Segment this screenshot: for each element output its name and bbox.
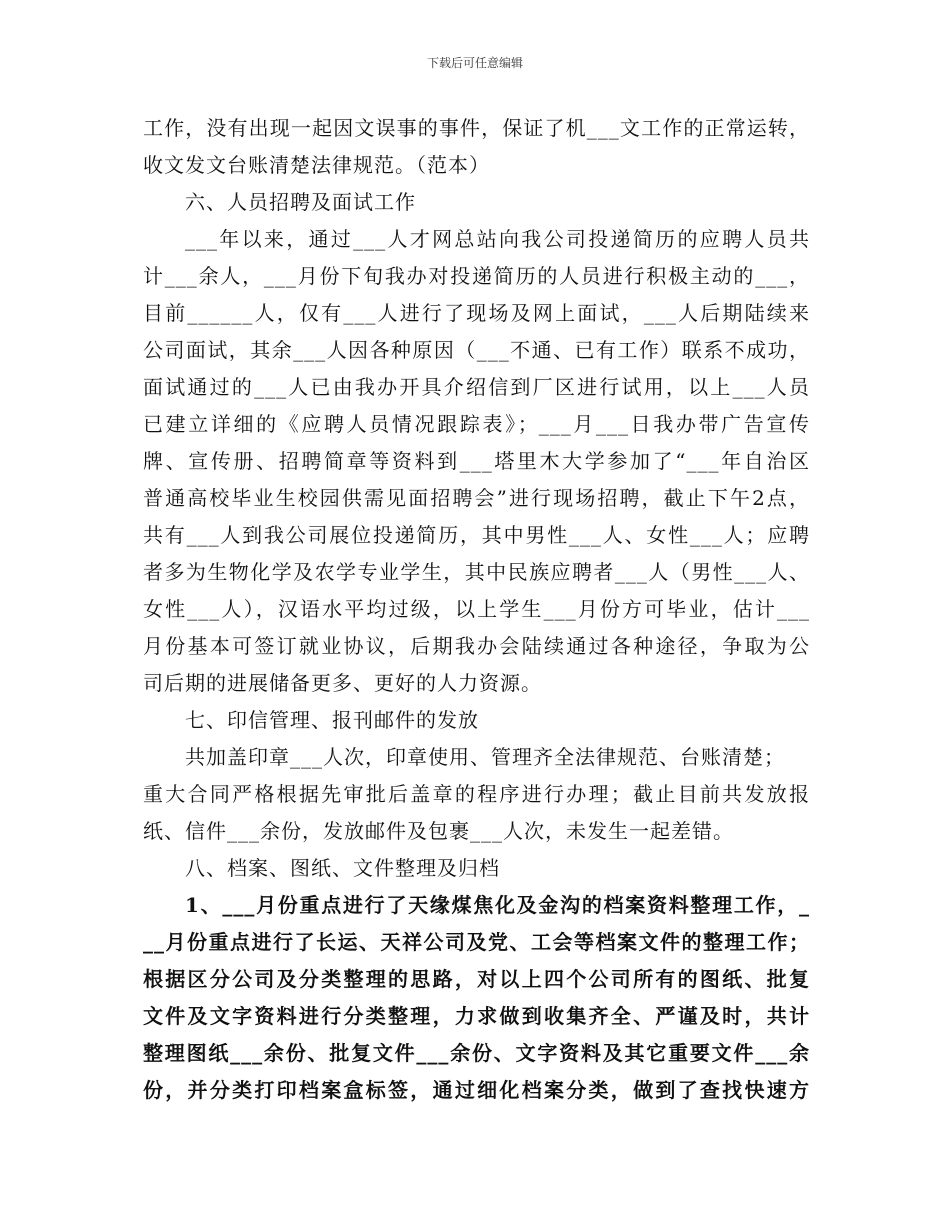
paragraph-line: 1、___月份重点进行了天缘煤焦化及金沟的档案资料整理工作，_ (185, 893, 810, 917)
paragraph-line: 整理图纸___余份、批复文件___余份、文字资料及其它重要文件___余 (143, 1041, 810, 1065)
paragraph-line: 司后期的进展储备更多、更好的人力资源。 (143, 671, 542, 695)
paragraph-line: 面试通过的___人已由我办开具介绍信到厂区进行试用，以上___人员 (143, 375, 810, 399)
paragraph-line: 牌、宣传册、招聘简章等资料到___塔里木大学参加了“___年自治区 (143, 449, 810, 473)
paragraph-line: 计___余人，___月份下旬我办对投递简历的人员进行积极主动的___， (143, 264, 810, 288)
paragraph-line: 已建立详细的《应聘人员情况跟踪表》；___月___日我办带广告宣传 (143, 412, 810, 436)
section-heading: 七、印信管理、报刊邮件的发放 (185, 708, 479, 732)
document-body (143, 110, 810, 1109)
paragraph-line: __月份重点进行了长运、天祥公司及党、工会等档案文件的整理工作； (143, 930, 810, 954)
paragraph-line: 纸、信件___余份，发放邮件及包裹___人次，未发生一起差错。 (143, 819, 734, 843)
section-heading: 八、档案、图纸、文件整理及归档 (185, 856, 500, 880)
paragraph-line: 共加盖印章___人次，印章使用、管理齐全法律规范、台账清楚； (185, 745, 785, 769)
paragraph-line: 共有___人到我公司展位投递简历，其中男性___人、女性___人；应聘 (143, 523, 810, 547)
paragraph-line: 者多为生物化学及农学专业学生，其中民族应聘者___人（男性___人、 (143, 560, 810, 584)
paragraph-line: 文件及文字资料进行分类整理，力求做到收集齐全、严谨及时，共计 (143, 1004, 810, 1028)
paragraph-line: 收文发文台账清楚法律规范。（范本） (143, 153, 490, 177)
paragraph-line: 份，并分类打印档案盒标签，通过细化档案分类，做到了查找快速方 (143, 1078, 810, 1102)
paragraph-line: 根据区分公司及分类整理的思路，对以上四个公司所有的图纸、批复 (143, 967, 810, 991)
paragraph-line: 女性___人），汉语水平均过级，以上学生___月份方可毕业，估计___ (143, 597, 810, 621)
paragraph-line: 工作，没有出现一起因文误事的事件，保证了机___文工作的正常运转， (143, 116, 810, 140)
paragraph-line: 目前______人，仅有___人进行了现场及网上面试，___人后期陆续来 (143, 301, 810, 325)
paragraph-line: 普通高校毕业生校园供需见面招聘会”进行现场招聘，截止下午2点， (143, 486, 810, 510)
page-header-note: 下载后可任意编辑 (426, 56, 523, 70)
paragraph-line: 月份基本可签订就业协议，后期我办会陆续通过各种途径，争取为公 (143, 634, 810, 658)
paragraph-line: 重大合同严格根据先审批后盖章的程序进行办理；截止目前共发放报 (143, 782, 810, 806)
section-heading: 六、人员招聘及面试工作 (185, 190, 416, 214)
paragraph-line: ___年以来，通过___人才网总站向我公司投递简历的应聘人员共 (185, 227, 810, 251)
paragraph-line: 公司面试，其余___人因各种原因（___不通、已有工作）联系不成功， (143, 338, 810, 362)
